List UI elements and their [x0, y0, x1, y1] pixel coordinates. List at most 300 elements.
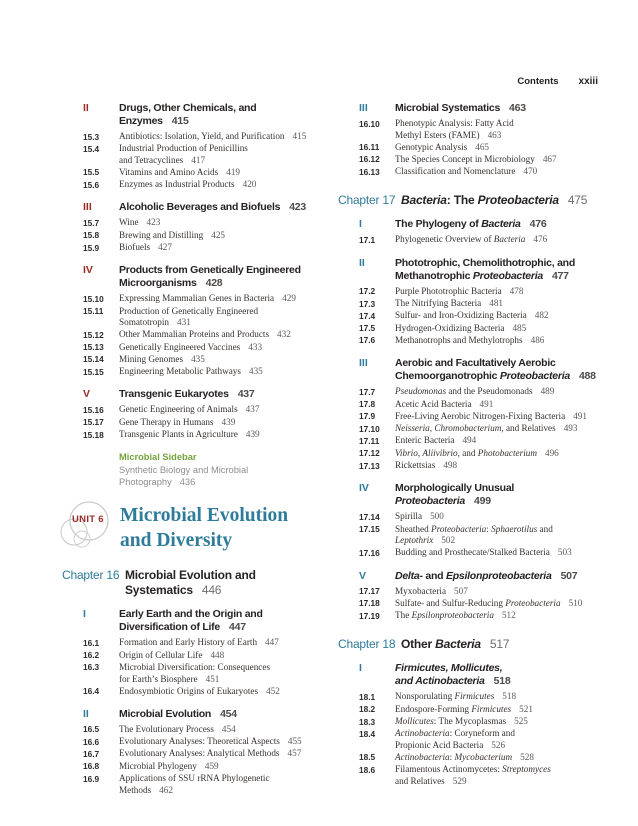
page-number: 420	[242, 179, 257, 190]
toc-entry	[338, 586, 602, 598]
toc-entry	[62, 179, 320, 191]
entry-number: 17.5	[359, 323, 376, 334]
toc-entry	[338, 310, 602, 322]
toc-entry	[62, 429, 320, 441]
toc-entry	[62, 736, 320, 748]
entry-title: The Epsilonproteobacteria 512	[395, 610, 516, 621]
entry-number: 15.18	[83, 429, 104, 440]
section-title: The Phylogeny of Bacteria 476	[395, 218, 547, 231]
unit-label: UNIT 6	[72, 514, 104, 526]
toc-entry	[338, 691, 602, 703]
toc-entry	[62, 131, 320, 143]
toc-entry	[62, 342, 320, 354]
section-title: Products from Genetically Engineered Microorganisms 428	[119, 264, 301, 290]
page-number: 423	[289, 201, 306, 214]
page-number: 491	[479, 398, 494, 409]
entry-title: Formation and Early History of Earth 447	[119, 637, 279, 648]
entry-title: Biofuels 427	[119, 242, 172, 253]
right-column	[338, 102, 602, 797]
italic-text: Neisseria	[395, 423, 430, 434]
chapter-title: Other Bacteria 517	[401, 637, 510, 652]
page-number: 525	[514, 716, 528, 727]
section-numeral: I	[83, 608, 86, 621]
toc-entry	[338, 166, 602, 178]
unit-circles-icon	[55, 501, 117, 553]
sidebar-title: Synthetic Biology and Microbial Photography 436	[119, 465, 249, 488]
toc-entry	[62, 748, 320, 760]
entry-title: The Evolutionary Process 454	[119, 723, 236, 734]
page-number: 477	[551, 269, 569, 282]
toc-entry	[62, 306, 320, 330]
section-title: Microbial Systematics 463	[395, 102, 526, 114]
toc-section	[338, 662, 602, 787]
entry-number: 16.7	[83, 748, 100, 759]
entry-number: 15.3	[83, 131, 100, 142]
toc-entry	[338, 511, 602, 523]
toc-entry	[62, 167, 320, 179]
entry-number: 18.2	[359, 704, 376, 715]
chapter-title: Microbial Evolution and Systematics 446	[125, 568, 256, 598]
page-number: 439	[245, 429, 260, 440]
toc-entry	[338, 728, 602, 752]
section-heading-row	[338, 257, 602, 283]
section-heading-row	[62, 608, 320, 634]
entry-number: 17.17	[359, 586, 380, 597]
page-number: 481	[489, 298, 504, 309]
toc-entry	[338, 524, 602, 548]
section-numeral: II	[83, 707, 89, 720]
section-heading-row	[62, 102, 320, 128]
entry-number: 16.9	[83, 773, 100, 784]
page-number: 452	[266, 685, 280, 696]
entry-title: Spirilla 500	[395, 511, 444, 522]
section-numeral: I	[359, 662, 362, 675]
section-numeral: V	[83, 388, 91, 401]
toc-entry	[62, 404, 320, 416]
page-number: 518	[502, 691, 517, 702]
toc-entry	[62, 354, 320, 366]
entry-number: 17.4	[359, 310, 376, 321]
entry-number: 17.16	[359, 547, 380, 558]
page-number: 491	[573, 410, 587, 421]
italic-text: Bacteria	[481, 218, 521, 231]
entry-number: 17.9	[359, 411, 376, 422]
italic-text: Photobacterium	[477, 447, 537, 458]
page-number: 528	[520, 751, 534, 762]
entry-number: 15.16	[83, 404, 104, 415]
entry-number: 15.14	[83, 354, 104, 365]
toc-entry	[338, 286, 602, 298]
entry-number: 17.15	[359, 524, 380, 535]
toc-entry	[338, 423, 602, 435]
section-numeral: IV	[83, 264, 93, 277]
toc-entry	[62, 662, 320, 686]
page-number: 419	[226, 166, 241, 177]
chapter-label: Chapter 18	[338, 637, 396, 652]
toc-section	[62, 388, 320, 441]
entry-number: 18.3	[359, 716, 376, 727]
page-number: 465	[475, 141, 489, 152]
toc-entry	[338, 547, 602, 559]
entry-number: 17.8	[359, 399, 376, 410]
entry-number: 15.8	[83, 230, 100, 241]
toc-entry	[62, 686, 320, 698]
entry-title: Phylogenetic Overview of Bacteria 476	[395, 234, 548, 245]
entry-title: Genetic Engineering of Animals 437	[119, 404, 260, 415]
entry-number: 17.3	[359, 298, 376, 309]
toc-entry	[338, 118, 602, 142]
toc-entry	[338, 386, 602, 398]
entry-title: Gene Therapy in Humans 439	[119, 416, 236, 427]
page-number: 500	[430, 511, 444, 522]
italic-text: Delta-	[395, 569, 423, 582]
entry-number: 18.5	[359, 752, 376, 763]
italic-text: Mycobacterium	[454, 751, 513, 762]
toc-section	[338, 570, 602, 623]
entry-number: 16.5	[83, 724, 100, 735]
toc-section	[62, 102, 320, 191]
section-title: Delta- and Epsilonproteobacteria 507	[395, 569, 578, 582]
toc-entry	[62, 230, 320, 242]
entry-number: 16.6	[83, 736, 100, 747]
page-number: 470	[523, 166, 538, 177]
page-number: 507	[560, 569, 578, 582]
header-contents-label: Contents	[517, 76, 559, 87]
entry-title: Microbial Diversification: Consequences for Earth’s Biosphere 451	[119, 661, 271, 684]
page-number: 433	[248, 341, 263, 352]
toc-entry	[338, 610, 602, 622]
entry-number: 16.8	[83, 761, 100, 772]
toc-entry	[338, 448, 602, 460]
toc-entry	[338, 752, 602, 764]
entry-title: The Species Concept in Microbiology 467	[395, 153, 557, 164]
entry-number: 17.7	[359, 386, 376, 397]
entry-title: Antibiotics: Isolation, Yield, and Purification 415	[119, 131, 307, 141]
page-number: 415	[171, 115, 189, 127]
entry-number: 16.4	[83, 686, 100, 697]
toc-entry	[62, 650, 320, 662]
italic-text: Vibrio	[395, 447, 418, 458]
italic-text: Firmicutes	[454, 691, 495, 702]
chapter-title: Bacteria: The Proteobacteria 475	[401, 193, 588, 208]
section-title: Transgenic Eukaryotes 437	[119, 388, 255, 401]
entry-title: Applications of SSU rRNA Phylogenetic Methods 462	[119, 773, 270, 795]
entry-title: Microbial Phylogeny 459	[119, 760, 219, 771]
toc-section	[338, 357, 602, 472]
section-heading-row	[338, 570, 602, 583]
toc-columns	[62, 102, 602, 797]
page-number: 512	[501, 610, 516, 621]
page-number: 503	[557, 547, 572, 558]
toc-entry	[338, 234, 602, 246]
italic-text: Actinobacteria	[395, 751, 450, 762]
unit-badge	[55, 501, 117, 553]
page-number: 489	[540, 386, 555, 397]
toc-entry	[62, 724, 320, 736]
toc-entry	[62, 242, 320, 254]
entry-title: Genetically Engineered Vaccines 433	[119, 341, 263, 352]
toc-section	[338, 218, 602, 246]
entry-title: Sulfate- and Sulfur-Reducing Proteobacteria 510	[395, 597, 583, 608]
section-numeral: V	[359, 569, 367, 582]
entry-number: 18.6	[359, 764, 376, 775]
page-number: 476	[533, 234, 548, 245]
italic-text: Firmicutes, Mollicutes,	[395, 662, 503, 675]
entry-title: Origin of Cellular Life 448	[119, 649, 225, 660]
toc-entry	[338, 298, 602, 310]
entry-number: 17.14	[359, 511, 380, 522]
entry-number: 17.10	[359, 423, 380, 434]
toc-section	[62, 608, 320, 697]
section-title	[395, 662, 510, 688]
toc-entry	[338, 435, 602, 447]
page-number: 459	[204, 760, 219, 771]
page-number: 446	[201, 583, 222, 598]
entry-number: 17.2	[359, 286, 376, 297]
page-number: 427	[158, 242, 172, 253]
toc-entry	[62, 637, 320, 649]
italic-text: Proteobacteria	[472, 269, 543, 282]
entry-number: 18.4	[359, 728, 376, 739]
page-number: 502	[441, 535, 456, 546]
entry-title: Sulfur- and Iron-Oxidizing Bacteria 482	[395, 310, 549, 321]
italic-text: Proteobacteria	[499, 370, 570, 383]
entry-title: Transgenic Plants in Agriculture 439	[119, 429, 260, 440]
entry-title: Expressing Mammalian Genes in Bacteria 429	[119, 293, 296, 304]
section-numeral: II	[359, 256, 365, 269]
section-numeral: II	[83, 102, 89, 114]
page-number: 478	[509, 285, 524, 296]
entry-title: Mollicutes: The Mycoplasmas 525	[395, 716, 528, 727]
entry-number: 15.15	[83, 366, 104, 377]
entry-number: 15.10	[83, 293, 104, 304]
entry-title: Actinobacteria: Coryneform and Propionic Acid Bacteria 526	[395, 728, 515, 751]
entry-title: Enteric Bacteria 494	[395, 435, 477, 446]
toc-entry	[338, 399, 602, 411]
page-number: 437	[245, 404, 260, 415]
entry-number: 16.13	[359, 166, 380, 177]
entry-title: Phenotypic Analysis: Fatty Acid Methyl Esters (FAME) 463	[395, 118, 514, 140]
page-number: 428	[205, 277, 223, 290]
section-numeral: I	[359, 218, 362, 231]
section-title: Aerobic and Facultatively Aerobic Chemoorganotrophic Proteobacteria 488	[395, 357, 596, 383]
entry-title: Vibrio, Aliivibrio, and Photobacterium 496	[395, 447, 559, 458]
entry-number: 17.19	[359, 610, 380, 621]
toc-entry	[62, 773, 320, 797]
page-number: 507	[454, 585, 468, 596]
toc-entry	[62, 366, 320, 378]
entry-title: Enzymes as Industrial Products 420	[119, 179, 257, 190]
section-title: Phototrophic, Chemolithotrophic, and Methanotrophic Proteobacteria 477	[395, 256, 575, 282]
toc-entry	[62, 329, 320, 341]
toc-entry	[338, 323, 602, 335]
microbial-sidebar	[119, 451, 320, 488]
page-number: 435	[191, 353, 205, 364]
entry-number: 15.13	[83, 342, 104, 353]
entry-title: Evolutionary Analyses: Theoretical Aspects 455	[119, 736, 302, 747]
entry-number: 17.18	[359, 598, 380, 609]
entry-title: Rickettsias 498	[395, 460, 458, 471]
italic-text: Chromobacterium	[434, 423, 502, 434]
toc-entry	[338, 764, 602, 788]
italic-text: Proteobacteria	[395, 495, 466, 508]
entry-number: 15.9	[83, 242, 100, 253]
entry-title: Evolutionary Analyses: Analytical Methods 457	[119, 748, 302, 759]
page-number: 448	[210, 649, 225, 660]
entry-number: 17.11	[359, 435, 380, 446]
entry-title: Filamentous Actinomycetes: Streptomyces and Relatives 529	[395, 764, 551, 786]
entry-title: The Nitrifying Bacteria 481	[395, 298, 504, 309]
entry-number: 15.11	[83, 306, 104, 317]
entry-title: Vitamins and Amino Acids 419	[119, 166, 241, 177]
page-number: 455	[287, 736, 302, 747]
page-number: 493	[563, 423, 578, 434]
section-heading-row	[338, 218, 602, 231]
page-number: 467	[542, 153, 557, 164]
italic-text: Streptomyces	[502, 764, 551, 775]
italic-text: Proteobacteria	[430, 523, 487, 534]
page-number: 423	[146, 217, 161, 228]
section-heading-row	[62, 201, 320, 214]
page-number: 488	[578, 370, 596, 383]
entry-title: Mining Genomes 435	[119, 353, 205, 364]
section-numeral: III	[359, 102, 368, 114]
entry-title: Acetic Acid Bacteria 491	[395, 398, 494, 409]
entry-number: 17.1	[359, 234, 376, 245]
page-number: 417	[191, 155, 206, 166]
toc-entry	[338, 411, 602, 423]
page-number: 447	[229, 621, 246, 634]
toc-section	[338, 102, 602, 178]
italic-text: Proteobacteria	[505, 597, 561, 608]
toc-section	[338, 482, 602, 559]
section-heading-row	[62, 708, 320, 721]
section-heading-row	[338, 482, 602, 508]
entry-number: 15.17	[83, 417, 104, 428]
page-number: 494	[462, 435, 477, 446]
entry-title: Other Mammalian Proteins and Products 432	[119, 329, 291, 340]
page-number: 521	[519, 703, 533, 714]
entry-title: Budding and Prosthecate/Stalked Bacteria 503	[395, 547, 572, 558]
italic-text: Proteobacteria	[477, 193, 559, 208]
entry-title: Methanotrophs and Methylotrophs 486	[395, 334, 545, 345]
chapter-heading	[338, 637, 602, 652]
italic-text: Bacteria	[435, 637, 481, 652]
page-number: 476	[529, 218, 547, 231]
page-number: 463	[509, 102, 526, 114]
italic-text: Bacteria	[401, 193, 447, 208]
section-numeral: IV	[359, 482, 369, 495]
section-numeral: III	[359, 357, 368, 370]
entry-title: Free-Living Aerobic Nitrogen-Fixing Bacteria 491	[395, 410, 587, 421]
toc-entry	[338, 460, 602, 472]
entry-title: Endospore-Forming Firmicutes 521	[395, 703, 533, 714]
chapter-label: Chapter 16	[62, 568, 120, 583]
toc-entry	[338, 335, 602, 347]
page-number: 463	[487, 129, 502, 140]
page-number: 447	[265, 637, 279, 648]
page-number: 498	[443, 460, 458, 471]
entry-title: Myxobacteria 507	[395, 585, 468, 596]
entry-title: Actinobacteria: Mycobacterium 528	[395, 751, 534, 762]
toc-section	[338, 257, 602, 347]
page-number: 435	[248, 366, 263, 377]
entry-number: 18.1	[359, 691, 376, 702]
entry-title: Sheathed Proteobacteria: Sphaerotilus and Leptothrix 502	[395, 523, 553, 546]
section-title: Early Earth and the Origin and Diversification of Life 447	[119, 608, 263, 634]
page-number: 451	[205, 673, 220, 684]
entry-number: 15.12	[83, 329, 104, 340]
toc-entry	[338, 142, 602, 154]
italic-text: Epsilonproteobacteria	[445, 569, 552, 582]
section-title: Drugs, Other Chemicals, and Enzymes 415	[119, 102, 257, 127]
page-number: 431	[177, 317, 191, 328]
entry-number: 16.11	[359, 142, 380, 153]
entry-number: 15.7	[83, 217, 100, 228]
entry-number: 16.12	[359, 154, 380, 165]
unit-heading	[62, 501, 320, 553]
section-title: Morphologically Unusual Proteobacteria 499	[395, 482, 515, 508]
page-number: 454	[220, 707, 237, 720]
page-number: 415	[292, 131, 307, 141]
entry-number: 16.10	[359, 118, 380, 129]
page-number: 517	[489, 637, 510, 652]
entry-title: Purple Phototrophic Bacteria 478	[395, 285, 524, 296]
entry-number: 17.12	[359, 448, 380, 459]
page-header	[517, 76, 598, 87]
entry-number: 15.5	[83, 167, 100, 178]
page-number: 457	[287, 748, 302, 759]
page-number: 439	[221, 416, 236, 427]
entry-title: Industrial Production of Penicillins and Tetracyclines 417	[119, 143, 248, 166]
page-number: 485	[512, 322, 527, 333]
section-heading-row	[338, 102, 602, 115]
toc-entry	[62, 143, 320, 167]
page-number: 454	[221, 723, 236, 734]
page-number: 425	[211, 229, 225, 240]
chapter-heading	[338, 193, 602, 208]
entry-title: Wine 423	[119, 217, 161, 228]
entry-title: Classification and Nomenclature 470	[395, 166, 538, 177]
toc-entry	[338, 154, 602, 166]
italic-text: Firmicutes	[471, 703, 512, 714]
page-number: 526	[491, 740, 506, 751]
page-number: 436	[179, 477, 196, 488]
page-number: 486	[530, 334, 545, 345]
entry-number: 16.3	[83, 662, 100, 673]
entry-title: Production of Genetically Engineered Somatotropin 431	[119, 305, 259, 328]
toc-section	[62, 708, 320, 797]
section-title: Alcoholic Beverages and Biofuels 423	[119, 201, 306, 214]
left-column	[62, 102, 320, 797]
section-heading-row	[62, 388, 320, 401]
italic-text: Leptothrix	[395, 535, 434, 546]
page-number: 529	[452, 776, 467, 786]
page-number: 496	[544, 447, 559, 458]
section-heading-row	[62, 264, 320, 290]
entry-number: 16.1	[83, 637, 100, 648]
section-title: Microbial Evolution 454	[119, 707, 237, 720]
chapter-label: Chapter 17	[338, 193, 396, 208]
page-number: 499	[474, 495, 491, 508]
entry-title: Genotypic Analysis 465	[395, 141, 489, 152]
entry-title: Hydrogen-Oxidizing Bacteria 485	[395, 322, 527, 333]
sidebar-label: Microbial Sidebar	[119, 452, 197, 463]
section-numeral: III	[83, 201, 92, 214]
entry-number: 16.2	[83, 650, 100, 661]
page-number: 475	[567, 193, 588, 208]
header-page-number: xxiii	[578, 76, 598, 87]
